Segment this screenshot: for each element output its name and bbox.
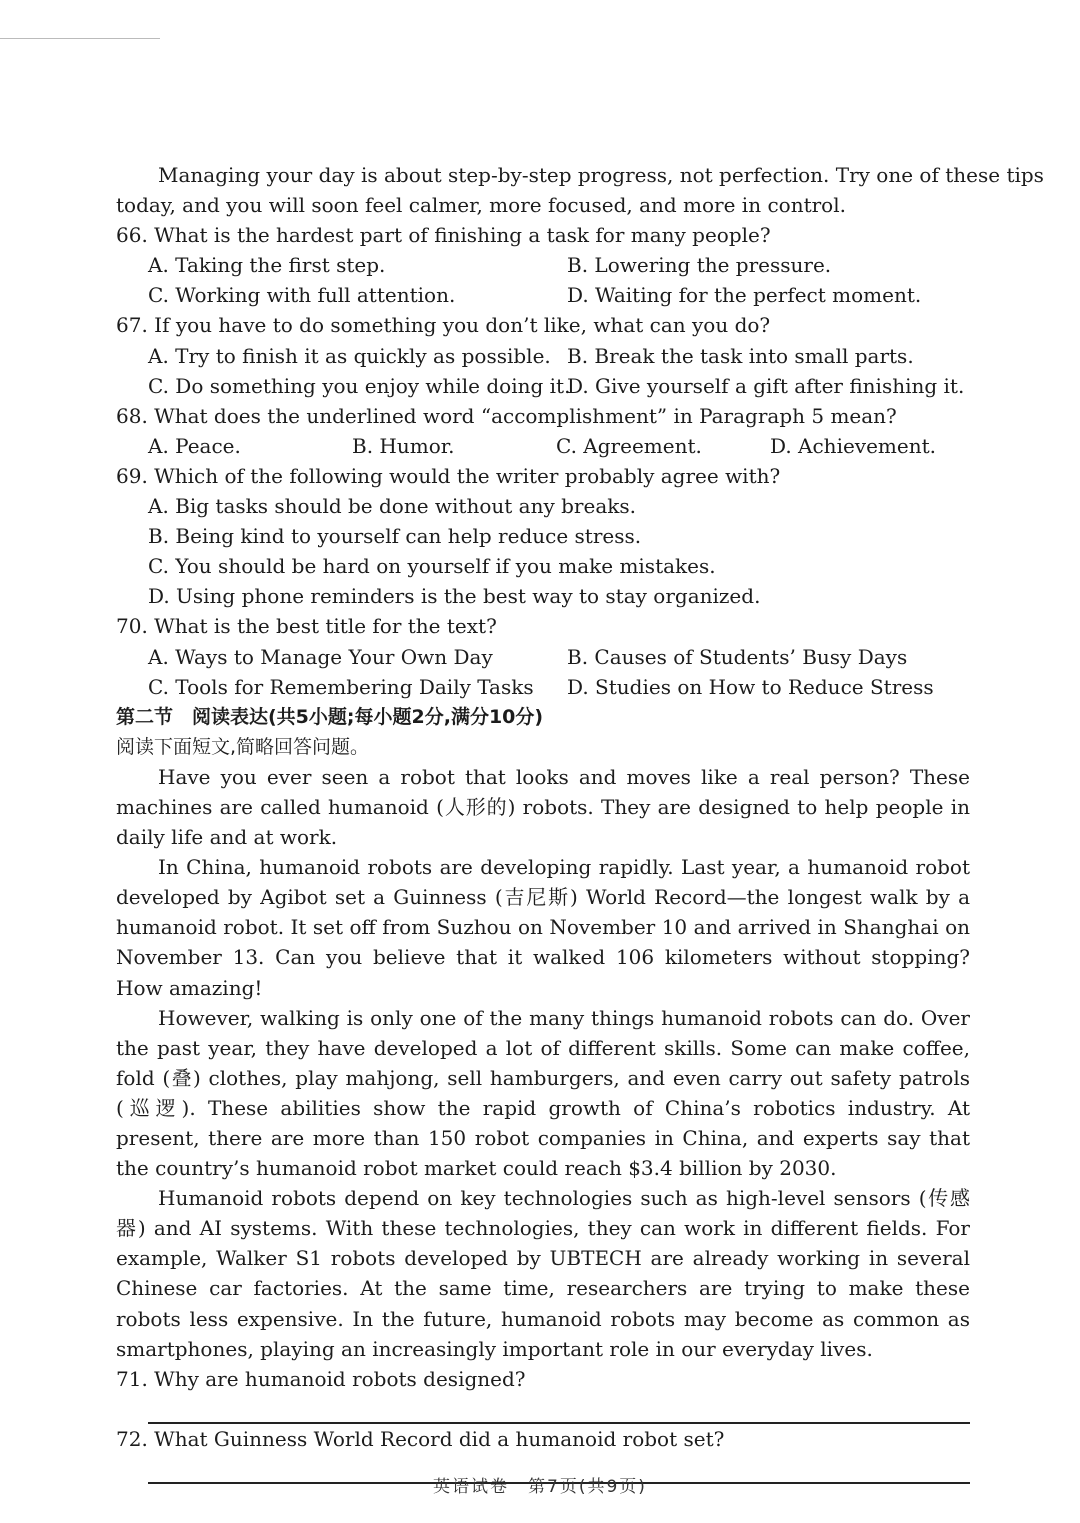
question-66-option-b: B. Lowering the pressure.	[567, 253, 832, 278]
passage-paragraph-4: Humanoid robots depend on key technologies such as high-level sensors (传感器) and AI systems. With these technologies, they can work in different fields. For example, Walker S1 robots developed by UBTECH are already working in several Chinese car factories. At the same time, researchers are trying to make these robots less expensive. In the future, humanoid robots may become as common as smartphones, playing an increasingly important role in our everyday lives.	[116, 1186, 970, 1361]
intro-end-line-1: Managing your day is about step-by-step progress, not perfection. Try one of these tips	[158, 163, 1044, 187]
question-69-stem: 69. Which of the following would the writer probably agree with?	[116, 463, 781, 488]
question-70-options-row-2	[116, 672, 970, 702]
question-67-options-row-2	[116, 371, 970, 401]
question-67-stem: 67. If you have to do something you don’t like, what can you do?	[116, 313, 771, 338]
scan-edge-mark	[0, 38, 160, 39]
question-68-option-d: D. Achievement.	[770, 433, 937, 458]
question-68-options-row	[116, 431, 970, 461]
question-69-option-c: C. You should be hard on yourself if you make mistakes.	[148, 554, 716, 579]
page-footer: 英语试卷 第7页(共9页)	[433, 1477, 647, 1497]
question-70-option-d: D. Studies on How to Reduce Stress	[567, 674, 934, 699]
question-70-option-b: B. Causes of Students’ Busy Days	[567, 644, 908, 669]
question-67-options-row-1	[116, 341, 970, 371]
answer-line-71[interactable]	[148, 1394, 970, 1424]
page-content	[116, 160, 1044, 1484]
question-70-options-row-1	[116, 642, 970, 672]
question-66-option-c: C. Working with full attention.	[148, 283, 456, 308]
question-68-option-b: B. Humor.	[352, 433, 455, 458]
section-2-instruction: 阅读下面短文,简略回答问题。	[116, 735, 370, 758]
question-66-option-a: A. Taking the first step.	[148, 253, 386, 278]
question-67-option-d: D. Give yourself a gift after finishing it.	[567, 373, 965, 398]
question-69-option-d: D. Using phone reminders is the best way to stay organized.	[148, 584, 761, 609]
question-71: 71. Why are humanoid robots designed?	[116, 1366, 526, 1391]
intro-end-line-2: today, and you will soon feel calmer, more focused, and more in control.	[116, 193, 846, 218]
question-67-option-c: C. Do something you enjoy while doing it.	[148, 373, 571, 398]
question-66-options-row-1	[116, 250, 970, 280]
question-67-option-a: A. Try to finish it as quickly as possible.	[148, 343, 551, 368]
question-67-option-b: B. Break the task into small parts.	[567, 343, 914, 368]
question-68-stem: 68. What does the underlined word “accomplishment” in Paragraph 5 mean?	[116, 403, 897, 428]
question-69-option-a: A. Big tasks should be done without any breaks.	[148, 494, 636, 519]
question-70-option-c: C. Tools for Remembering Daily Tasks	[148, 674, 534, 699]
question-66-options-row-2	[116, 280, 970, 310]
passage-paragraph-2: In China, humanoid robots are developing rapidly. Last year, a humanoid robot developed by Agibot set a Guinness (吉尼斯) World Record—the longest walk by a humanoid robot. It set off from Suzhou on November 10 and arrived in Shanghai on November 13. Can you believe that it walked 106 kilometers without stopping? How amazing!	[116, 855, 970, 1000]
question-68-option-a: A. Peace.	[148, 433, 241, 458]
passage-paragraph-1: Have you ever seen a robot that looks and moves like a real person? These machines are called humanoid (人形的) robots. They are designed to help people in daily life and at work.	[116, 764, 970, 850]
section-2-title: 第二节 阅读表达(共5小题;每小题2分,满分10分)	[116, 705, 544, 728]
passage-paragraph-3: However, walking is only one of the many things humanoid robots can do. Over the past year, they have developed a lot of different skills. Some can make coffee, fold (叠) clothes, play mahjong, sell hamburgers, and even carry out safety patrols (巡逻). These abilities show the rapid growth of China’s robotics industry. At present, there are more than 150 robot companies in China, and experts say that the country’s humanoid robot market could reach $3.4 billion by 2030.	[116, 1005, 970, 1181]
question-70-stem: 70. What is the best title for the text?	[116, 614, 497, 639]
question-68-option-c: C. Agreement.	[556, 433, 702, 458]
question-66-option-d: D. Waiting for the perfect moment.	[567, 283, 922, 308]
question-72: 72. What Guinness World Record did a humanoid robot set?	[116, 1426, 725, 1451]
question-69-option-b: B. Being kind to yourself can help reduce stress.	[148, 524, 642, 549]
question-70-option-a: A. Ways to Manage Your Own Day	[148, 644, 493, 669]
question-66-stem: 66. What is the hardest part of finishing a task for many people?	[116, 223, 771, 248]
